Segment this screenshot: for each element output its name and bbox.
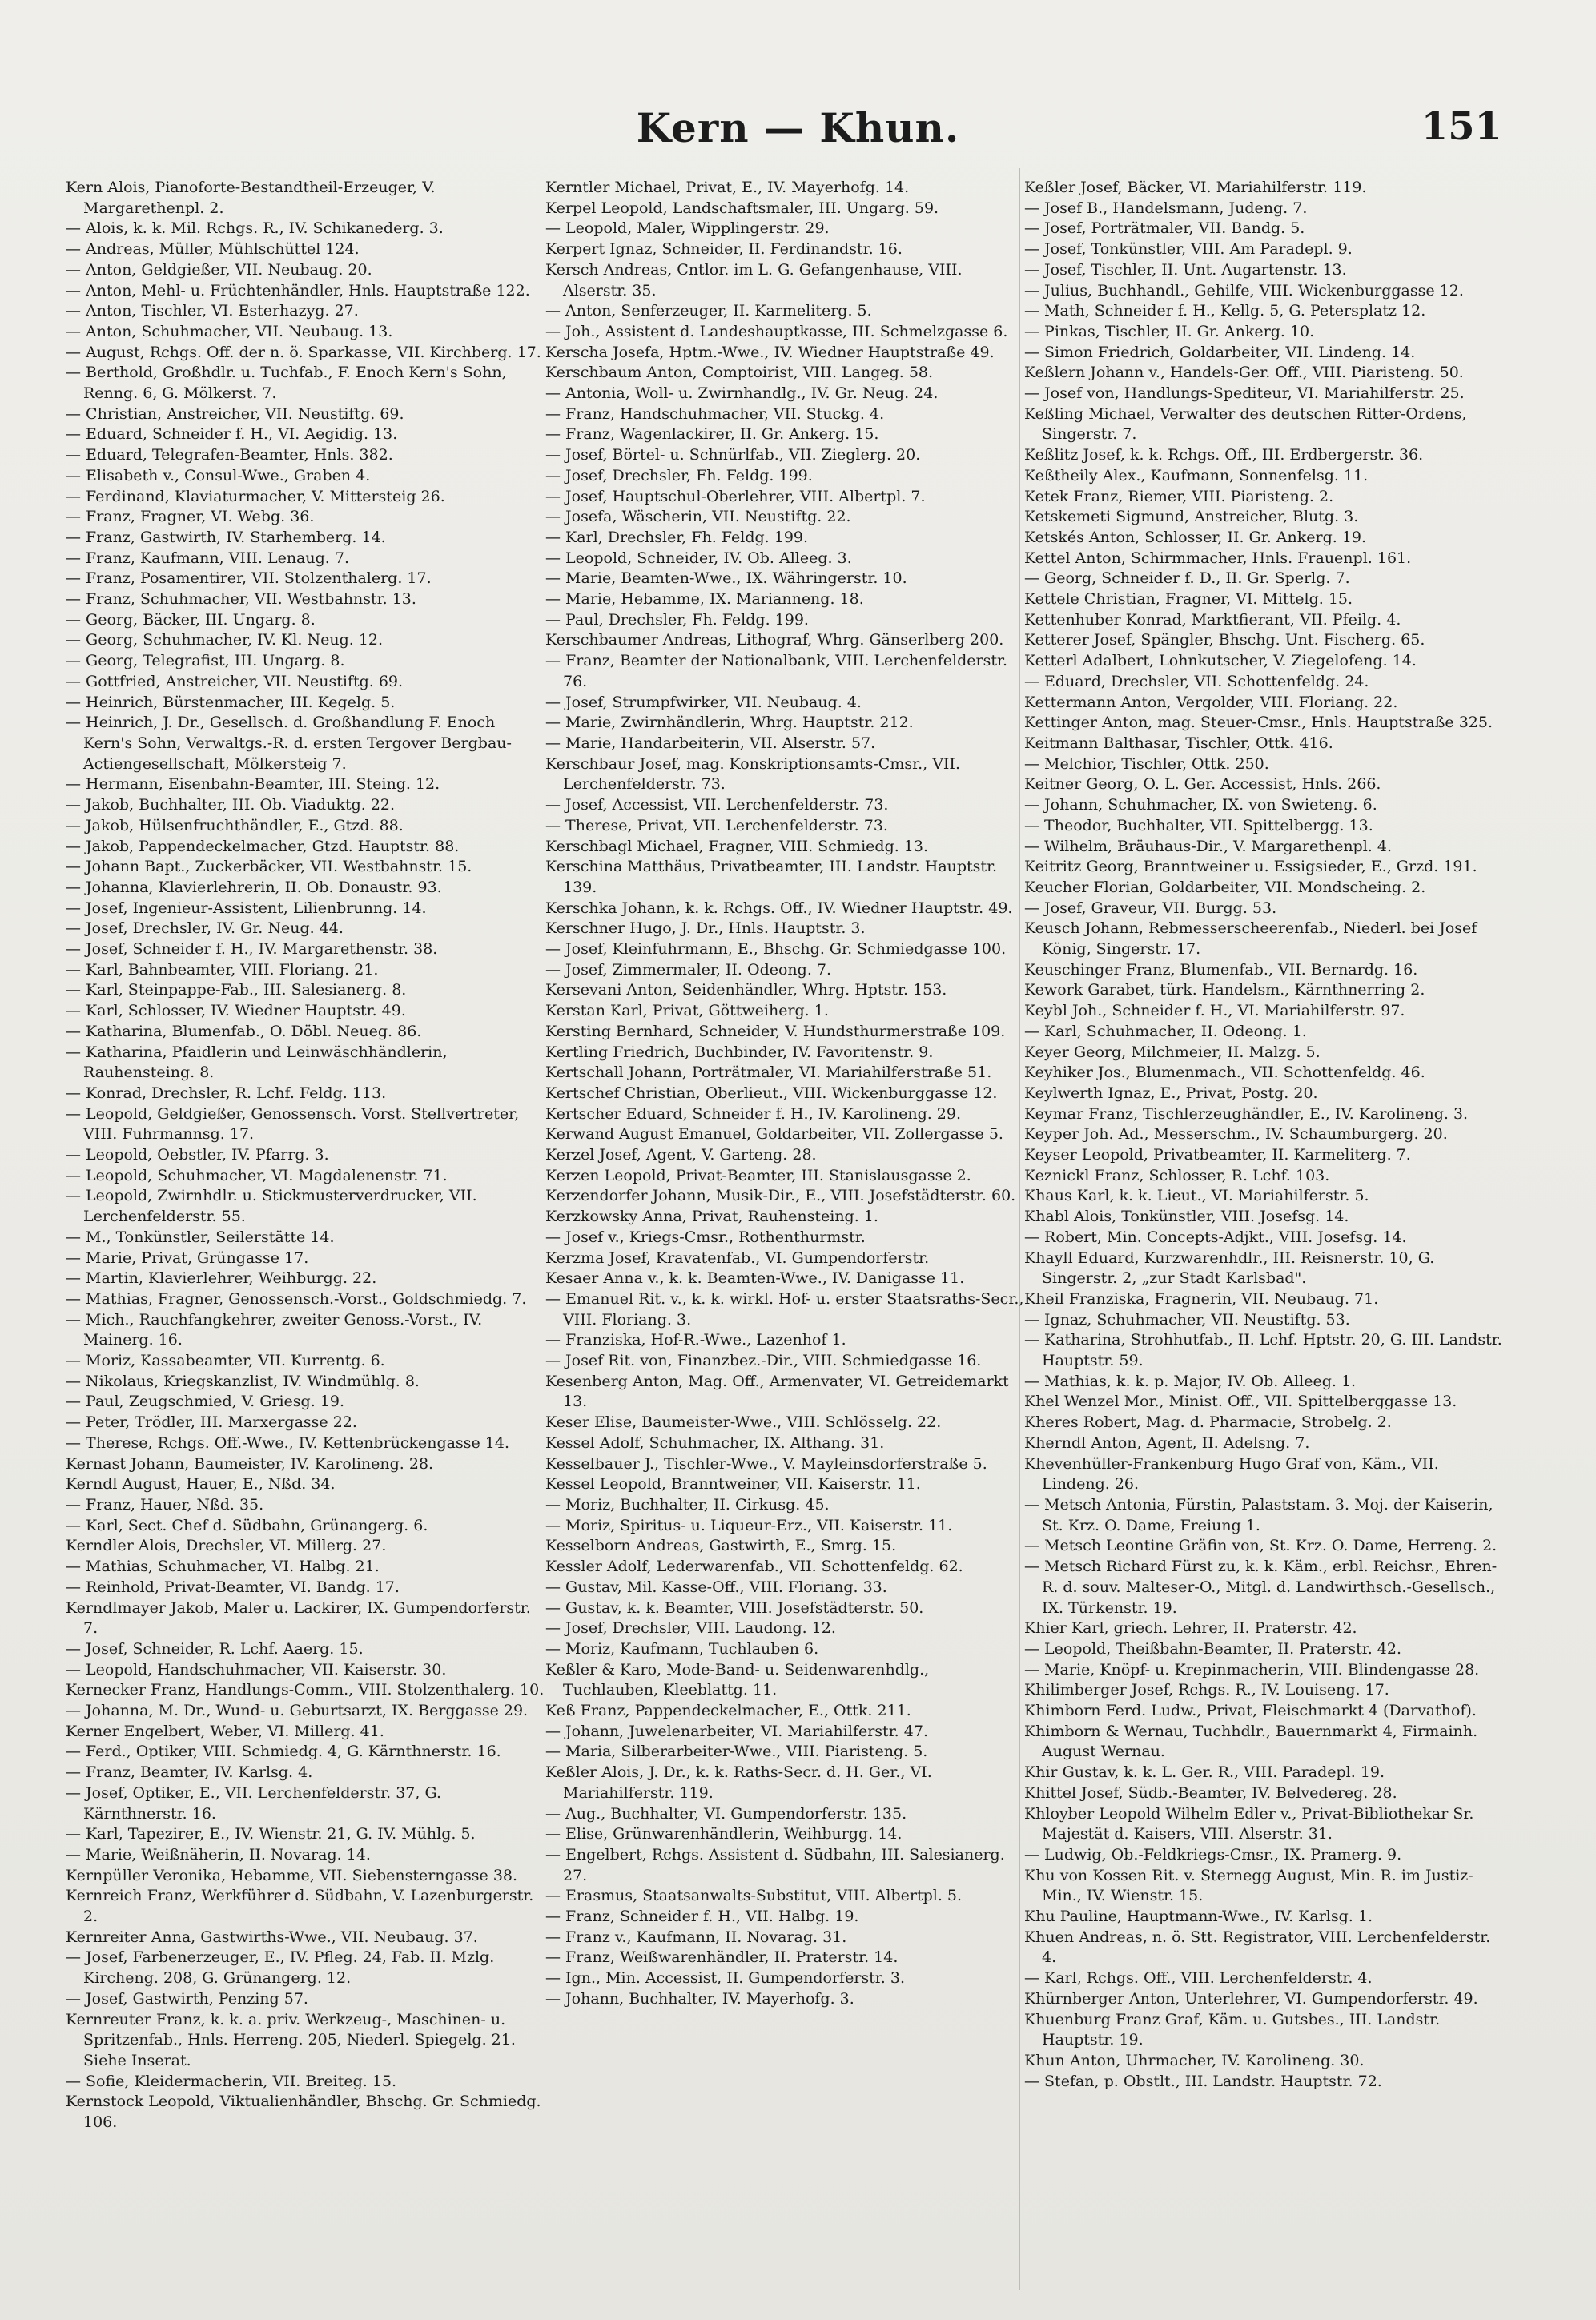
directory-entry: Kerschbagl Michael, Fragner, VIII. Schmiedg. 13. bbox=[545, 837, 929, 855]
directory-entry: Ketterer Josef, Spängler, Bhschg. Unt. Fischerg. 65. bbox=[1024, 631, 1425, 649]
directory-entry: Kernecker Franz, Handlungs-Comm., VIII. Stolzenthalerg. 10. bbox=[66, 1681, 545, 1699]
directory-entry: Kerzkowsky Anna, Privat, Rauhensteing. 1. bbox=[545, 1208, 878, 1226]
directory-entry: — Moriz, Spiritus- u. Liqueur-Erz., VII. Kaiserstr. 11. bbox=[545, 1516, 953, 1534]
directory-entry: — Johanna, M. Dr., Wund- u. Geburtsarzt, IX. Berggasse 29. bbox=[66, 1702, 529, 1720]
directory-entry: — Ludwig, Ob.-Feldkriegs-Cmsr., IX. Pramerg. 9. bbox=[1024, 1845, 1402, 1864]
directory-entry: — Moriz, Kaufmann, Tuchlauben 6. bbox=[545, 1639, 819, 1658]
directory-entry: Khilimberger Josef, Rchgs. R., IV. Louiseng. 17. bbox=[1024, 1681, 1389, 1699]
directory-entry: — Ign., Min. Accessist, II. Gumpendorferstr. 3. bbox=[545, 1969, 905, 1988]
directory-entry: — Elise, Grünwarenhändlerin, Weihburgg. 14. bbox=[545, 1825, 903, 1844]
directory-entry: — Josef, Drechsler, VIII. Laudong. 12. bbox=[545, 1619, 836, 1638]
directory-entry: Khuenburg Franz Graf, Käm. u. Gutsbes., III. Landstr. Hauptstr. 19. bbox=[1024, 2010, 1441, 2049]
directory-entry: Kework Garabet, türk. Handelsm., Kärnthnerring 2. bbox=[1024, 981, 1425, 999]
directory-entry: Kerzen Leopold, Privat-Beamter, III. Stanislausgasse 2. bbox=[545, 1166, 971, 1184]
directory-entry: Kettele Christian, Fragner, VI. Mittelg. 15. bbox=[1024, 590, 1353, 609]
directory-entry: Keusch Johann, Rebmesserscheerenfab., Niederl. bei Josef König, Singerstr. 17. bbox=[1024, 919, 1477, 959]
directory-entry: — Leopold, Zwirnhdlr. u. Stickmusterverdrucker, VII. Lerchenfelderstr. 55. bbox=[66, 1187, 477, 1226]
directory-entry: Kerntler Michael, Privat, E., IV. Mayerhofg. 14. bbox=[545, 179, 910, 196]
column-left bbox=[66, 178, 546, 2133]
directory-entry: Kesaer Anna v., k. k. Beamten-Wwe., IV. Danigasse 11. bbox=[545, 1269, 965, 1288]
directory-entry: — Karl, Tapezirer, E., IV. Wienstr. 21, G. IV. Mühlg. 5. bbox=[66, 1825, 476, 1844]
directory-entry: Kernstock Leopold, Viktualienhändler, Bhschg. Gr. Schmiedg. 106. bbox=[66, 2093, 541, 2132]
directory-entry: Kessel Adolf, Schuhmacher, IX. Althang. 31. bbox=[545, 1433, 885, 1452]
directory-entry: — Johanna, Klavierlehrerin, II. Ob. Donaustr. 93. bbox=[66, 878, 442, 896]
directory-entry: — Gottfried, Anstreicher, VII. Neustiftg. 69. bbox=[66, 672, 404, 690]
directory-entry: — Pinkas, Tischler, II. Gr. Ankerg. 10. bbox=[1024, 322, 1315, 340]
directory-entry: Kersevani Anton, Seidenhändler, Whrg. Hptstr. 153. bbox=[545, 981, 947, 999]
directory-entry: Keymar Franz, Tischlerzeughändler, E., IV. Karolineng. 3. bbox=[1024, 1104, 1469, 1123]
directory-entry: — Karl, Bahnbeamter, VIII. Floriang. 21. bbox=[66, 960, 379, 979]
directory-entry: Khun Anton, Uhrmacher, IV. Karolineng. 30. bbox=[1024, 2051, 1365, 2069]
directory-entry: Kessler Adolf, Lederwarenfab., VII. Schottenfeldg. 62. bbox=[545, 1558, 963, 1576]
directory-entry: — Josef, Ingenieur-Assistent, Lilienbrunng. 14. bbox=[66, 899, 427, 917]
directory-entry: — Georg, Schneider f. D., II. Gr. Sperlg. 7. bbox=[1024, 569, 1350, 588]
directory-entry: — Josef, Drechsler, Fh. Feldg. 199. bbox=[545, 466, 813, 485]
directory-entry: — Franziska, Hof-R.-Wwe., Lazenhof 1. bbox=[545, 1331, 846, 1349]
directory-entry: — Johann, Juwelenarbeiter, VI. Mariahilferstr. 47. bbox=[545, 1722, 928, 1740]
directory-entry: — Ignaz, Schuhmacher, VII. Neustiftg. 53. bbox=[1024, 1310, 1350, 1329]
directory-entry: — Gustav, k. k. Beamter, VIII. Josefstädterstr. 50. bbox=[545, 1598, 924, 1617]
directory-entry: — Anton, Senferzeuger, II. Karmeliterg. 5. bbox=[545, 302, 872, 320]
directory-entry: — Leopold, Theißbahn-Beamter, II. Praterstr. 42. bbox=[1024, 1639, 1401, 1658]
directory-entry: — Ferd., Optiker, VIII. Schmiedg. 4, G. Kärnthnerstr. 16. bbox=[66, 1743, 501, 1761]
directory-entry: — Franz, Weißwarenhändler, II. Praterstr. 14. bbox=[545, 1948, 899, 1967]
directory-entry: — Christian, Anstreicher, VII. Neustiftg. 69. bbox=[66, 404, 404, 423]
directory-entry: Kessel Leopold, Branntweiner, VII. Kaiserstr. 11. bbox=[545, 1475, 921, 1494]
directory-entry: — Martin, Klavierlehrer, Weihburgg. 22. bbox=[66, 1269, 377, 1288]
directory-entry: — Josef, Porträtmaler, VII. Bandg. 5. bbox=[1024, 219, 1305, 238]
directory-entry: — Franz, Fragner, VI. Webg. 36. bbox=[66, 508, 315, 526]
directory-entry: Kheil Franziska, Fragnerin, VII. Neubaug. 71. bbox=[1024, 1289, 1379, 1308]
directory-entry: Kertschall Johann, Porträtmaler, VI. Mariahilferstraße 51. bbox=[545, 1064, 992, 1082]
directory-entry: Kettinger Anton, mag. Steuer-Cmsr., Hnls. Hauptstraße 325. bbox=[1024, 714, 1493, 732]
directory-entry: — Johann, Buchhalter, IV. Mayerhofg. 3. bbox=[545, 1989, 854, 2008]
directory-entry: Kersch Andreas, Cntlor. im L. G. Gefangenhause, VIII. Alserstr. 35. bbox=[545, 260, 963, 300]
directory-entry: Khevenhüller-Frankenburg Hugo Graf von, Käm., VII. Lindeng. 26. bbox=[1024, 1454, 1439, 1494]
directory-entry: Kerzendorfer Johann, Musik-Dir., E., VIII. Josefstädterstr. 60. bbox=[545, 1187, 1016, 1205]
directory-entry: — Therese, Rchgs. Off.-Wwe., IV. Kettenbrückengasse 14. bbox=[66, 1433, 510, 1452]
column-middle bbox=[545, 178, 1026, 2010]
directory-entry: — Heinrich, J. Dr., Gesellsch. d. Großhandlung F. Enoch Kern's Sohn, Verwaltgs.-R. d. ersten Tergover Bergbau-Actiengesellschaft, Mölkersteig 7. bbox=[66, 714, 512, 773]
directory-entry: — Marie, Privat, Grüngasse 17. bbox=[66, 1248, 309, 1267]
directory-entry: — Josef, Tischler, II. Unt. Augartenstr. 13. bbox=[1024, 260, 1347, 279]
directory-entry: Khaus Karl, k. k. Lieut., VI. Mariahilferstr. 5. bbox=[1024, 1187, 1369, 1205]
directory-entry: — Hermann, Eisenbahn-Beamter, III. Steing. 12. bbox=[66, 775, 440, 794]
directory-entry: — Josef, Accessist, VII. Lerchenfelderstr. 73. bbox=[545, 796, 889, 814]
directory-entry: Keznickl Franz, Schlosser, R. Lchf. 103. bbox=[1024, 1166, 1330, 1184]
directory-entry: — Karl, Rchgs. Off., VIII. Lerchenfelderstr. 4. bbox=[1024, 1969, 1373, 1988]
directory-entry: — Josef, Kleinfuhrmann, E., Bhschg. Gr. Schmiedgasse 100. bbox=[545, 940, 1007, 959]
directory-entry: Keyser Leopold, Privatbeamter, II. Karmeliterg. 7. bbox=[1024, 1146, 1411, 1164]
directory-entry: Keser Elise, Baumeister-Wwe., VIII. Schlösselg. 22. bbox=[545, 1413, 942, 1432]
directory-entry: — Katharina, Pfaidlerin und Leinwäschhändlerin, Rauhensteing. 8. bbox=[66, 1043, 448, 1082]
directory-entry: — Josef B., Handelsmann, Judeng. 7. bbox=[1024, 199, 1308, 217]
directory-entry: — Ferdinand, Klaviaturmacher, V. Mittersteig 26. bbox=[66, 487, 445, 505]
directory-entry: Keßler Alois, J. Dr., k. k. Raths-Secr. d. H. Ger., VI. Mariahilferstr. 119. bbox=[545, 1763, 932, 1802]
directory-entry: Keylwerth Ignaz, E., Privat, Postg. 20. bbox=[1024, 1084, 1318, 1102]
directory-entry: Keßtheily Alex., Kaufmann, Sonnenfelsg. 11. bbox=[1024, 466, 1369, 485]
directory-entry: — Stefan, p. Obstlt., III. Landstr. Hauptstr. 72. bbox=[1024, 2072, 1382, 2090]
directory-entry: Khu Pauline, Hauptmann-Wwe., IV. Karlsg. 1. bbox=[1024, 1908, 1373, 1926]
directory-entry: — Leopold, Geldgießer, Genossensch. Vorst. Stellvertreter, VIII. Fuhrmannsg. 17. bbox=[66, 1104, 520, 1144]
directory-entry: — Leopold, Maler, Wipplingerstr. 29. bbox=[545, 219, 830, 238]
directory-entry: — Maria, Silberarbeiter-Wwe., VIII. Piaristeng. 5. bbox=[545, 1743, 928, 1761]
directory-entry: Kesselborn Andreas, Gastwirth, E., Smrg. 15. bbox=[545, 1537, 897, 1555]
directory-entry: — Robert, Min. Concepts-Adjkt., VIII. Josefsg. 14. bbox=[1024, 1228, 1407, 1246]
directory-entry: Keitner Georg, O. L. Ger. Accessist, Hnls. 266. bbox=[1024, 775, 1381, 794]
directory-entry: — Marie, Weißnäherin, II. Novarag. 14. bbox=[66, 1845, 371, 1864]
directory-entry: — Eduard, Schneider f. H., VI. Aegidig. 13. bbox=[66, 425, 398, 444]
directory-entry: — Leopold, Oebstler, IV. Pfarrg. 3. bbox=[66, 1146, 329, 1164]
directory-entry: Kerwand August Emanuel, Goldarbeiter, VII. Zollergasse 5. bbox=[545, 1125, 1003, 1144]
directory-entry: — Josef, Schneider f. H., IV. Margarethenstr. 38. bbox=[66, 940, 438, 959]
directory-entry: Kern Alois, Pianoforte-Bestandtheil-Erzeuger, V. Margarethenpl. 2. bbox=[66, 179, 436, 217]
directory-entry: Khuen Andreas, n. ö. Stt. Registrator, VIII. Lerchenfelderstr. 4. bbox=[1024, 1928, 1491, 1967]
directory-entry: Keyhiker Jos., Blumenmach., VII. Schottenfeldg. 46. bbox=[1024, 1064, 1425, 1082]
directory-entry: — Marie, Zwirnhändlerin, Whrg. Hauptstr. 212. bbox=[545, 714, 914, 732]
directory-entry: — Peter, Trödler, III. Marxergasse 22. bbox=[66, 1413, 357, 1432]
directory-entry: — Emanuel Rit. v., k. k. wirkl. Hof- u. erster Staatsraths-Secr., VIII. Floriang. 3. bbox=[545, 1289, 1024, 1329]
directory-entry: Kettermann Anton, Vergolder, VIII. Floriang. 22. bbox=[1024, 693, 1398, 711]
directory-entry: Keßling Michael, Verwalter des deutschen Ritter-Ordens, Singerstr. 7. bbox=[1024, 404, 1467, 444]
directory-entry: — Josef, Zimmermaler, II. Odeong. 7. bbox=[545, 960, 832, 979]
directory-entry: — Simon Friedrich, Goldarbeiter, VII. Lindeng. 14. bbox=[1024, 343, 1416, 361]
directory-entry: Kettel Anton, Schirmmacher, Hnls. Frauenpl. 161. bbox=[1024, 549, 1412, 567]
directory-entry: — Katharina, Blumenfab., O. Döbl. Neueg. 86. bbox=[66, 1022, 422, 1040]
directory-entry: Khir Gustav, k. k. L. Ger. R., VIII. Paradepl. 19. bbox=[1024, 1763, 1385, 1782]
directory-entry: Kerner Engelbert, Weber, VI. Millerg. 41. bbox=[66, 1722, 384, 1740]
directory-entry: — Marie, Hebamme, IX. Marianneng. 18. bbox=[545, 590, 864, 609]
directory-entry: — Metsch Richard Fürst zu, k. k. Käm., erbl. Reichsr., Ehren-R. d. souv. Malteser-O., Mitgl. d. Landwirthsch.-Gesellsch., IX. Türkenstr. 19. bbox=[1024, 1558, 1498, 1617]
directory-entry: — Mich., Rauchfangkehrer, zweiter Genoss.-Vorst., IV. Mainerg. 16. bbox=[66, 1310, 483, 1349]
directory-entry: Keucher Florian, Goldarbeiter, VII. Mondscheing. 2. bbox=[1024, 878, 1426, 896]
directory-entry: Kerpert Ignaz, Schneider, II. Ferdinandstr. 16. bbox=[545, 240, 903, 259]
directory-entry: Kerndlmayer Jakob, Maler u. Lackirer, IX. Gumpendorferstr. 7. bbox=[66, 1598, 531, 1638]
directory-entry: — Josef, Graveur, VII. Burgg. 53. bbox=[1024, 899, 1277, 917]
directory-entry: — Franz, Posamentirer, VII. Stolzenthalerg. 17. bbox=[66, 569, 432, 588]
directory-entry: — Josef v., Kriegs-Cmsr., Rothenthurmstr. bbox=[545, 1228, 866, 1246]
directory-entry: — Jakob, Hülsenfruchthändler, E., Gtzd. 88. bbox=[66, 816, 404, 834]
directory-entry: — Franz, Wagenlackirer, II. Gr. Ankerg. 15. bbox=[545, 425, 879, 444]
directory-entry: Kertscher Eduard, Schneider f. H., IV. Karolineng. 29. bbox=[545, 1104, 962, 1123]
directory-entry: Kerndl August, Hauer, E., Nßd. 34. bbox=[66, 1475, 336, 1494]
directory-entry: — Math, Schneider f. H., Kellg. 5, G. Petersplatz 12. bbox=[1024, 302, 1426, 320]
directory-entry: Khayll Eduard, Kurzwarenhdlr., III. Reisnerstr. 10, G. Singerstr. 2, „zur Stadt Karlsbad". bbox=[1024, 1248, 1435, 1288]
directory-entry: — Johann Bapt., Zuckerbäcker, VII. Westbahnstr. 15. bbox=[66, 858, 472, 876]
directory-entry: — Metsch Leontine Gräfin von, St. Krz. O. Dame, Herreng. 2. bbox=[1024, 1537, 1498, 1555]
directory-entry: — Franz, Hauer, Nßd. 35. bbox=[66, 1496, 264, 1514]
directory-entry: — Melchior, Tischler, Ottk. 250. bbox=[1024, 754, 1269, 773]
directory-entry: — Gustav, Mil. Kasse-Off., VIII. Floriang. 33. bbox=[545, 1578, 887, 1596]
directory-entry: — Karl, Schuhmacher, II. Odeong. 1. bbox=[1024, 1022, 1307, 1040]
directory-entry: — Franz, Schuhmacher, VII. Westbahnstr. 13. bbox=[66, 590, 416, 609]
directory-entry: — Paul, Drechsler, Fh. Feldg. 199. bbox=[545, 610, 809, 629]
directory-entry: Keßlitz Josef, k. k. Rchgs. Off., III. Erdbergerstr. 36. bbox=[1024, 446, 1424, 464]
directory-entry: — Berthold, Großhdlr. u. Tuchfab., F. Enoch Kern's Sohn, Renng. 6, G. Mölkerst. 7. bbox=[66, 364, 507, 403]
directory-entry: — Metsch Antonia, Fürstin, Palaststam. 3. Moj. der Kaiserin, St. Krz. O. Dame, Freiung 1. bbox=[1024, 1496, 1493, 1534]
directory-entry: Keßlern Johann v., Handels-Ger. Off., VIII. Piaristeng. 50. bbox=[1024, 364, 1464, 382]
directory-entry: — Aug., Buchhalter, VI. Gumpendorferstr. 135. bbox=[545, 1804, 907, 1823]
directory-entry: Khittel Josef, Südb.-Beamter, IV. Belvedereg. 28. bbox=[1024, 1783, 1397, 1802]
directory-entry: Kerschner Hugo, J. Dr., Hnls. Hauptstr. 3. bbox=[545, 919, 866, 938]
directory-entry: Khimborn & Wernau, Tuchhdlr., Bauernmarkt 4, Firmainh. August Wernau. bbox=[1024, 1722, 1478, 1761]
directory-entry: — Georg, Telegrafist, III. Ungarg. 8. bbox=[66, 652, 345, 670]
directory-entry: — Moriz, Kassabeamter, VII. Kurrentg. 6. bbox=[66, 1352, 385, 1370]
directory-entry: Kerschbaur Josef, mag. Konskriptionsamts-Cmsr., VII. Lerchenfelderstr. 73. bbox=[545, 754, 960, 794]
directory-entry: Kersting Bernhard, Schneider, V. Hundsthurmerstraße 109. bbox=[545, 1022, 1006, 1040]
directory-entry: Kertschef Christian, Oberlieut., VIII. Wickenburggasse 12. bbox=[545, 1084, 998, 1102]
directory-entry: Khier Karl, griech. Lehrer, II. Praterstr. 42. bbox=[1024, 1619, 1357, 1638]
page-number: 151 bbox=[1421, 104, 1502, 149]
directory-entry: Ketek Franz, Riemer, VIII. Piaristeng. 2. bbox=[1024, 487, 1334, 505]
directory-entry: Kerschka Johann, k. k. Rchgs. Off., IV. Wiedner Hauptstr. 49. bbox=[545, 899, 1013, 917]
directory-entry: — Paul, Zeugschmied, V. Griesg. 19. bbox=[66, 1393, 345, 1411]
directory-entry: — Anton, Geldgießer, VII. Neubaug. 20. bbox=[66, 260, 372, 279]
directory-entry: Khloyber Leopold Wilhelm Edler v., Privat-Bibliothekar Sr. Majestät d. Kaisers, VIII. Alserstr. 31. bbox=[1024, 1804, 1474, 1844]
directory-entry: Ketskemeti Sigmund, Anstreicher, Blutg. 3. bbox=[1024, 508, 1359, 526]
directory-entry: — Marie, Knöpf- u. Krepinmacherin, VIII. Blindengasse 28. bbox=[1024, 1660, 1480, 1679]
directory-entry: — Erasmus, Staatsanwalts-Substitut, VIII. Albertpl. 5. bbox=[545, 1887, 963, 1905]
directory-entry: — Josef, Börtel- u. Schnürlfab., VII. Zieglerg. 20. bbox=[545, 446, 921, 464]
directory-entry: — Antonia, Woll- u. Zwirnhandlg., IV. Gr. Neug. 24. bbox=[545, 384, 939, 403]
directory-entry: — Franz, Kaufmann, VIII. Lenaug. 7. bbox=[66, 549, 349, 567]
directory-entry: Ketterl Adalbert, Lohnkutscher, V. Ziegelofeng. 14. bbox=[1024, 652, 1417, 670]
directory-entry: Kerschbaumer Andreas, Lithograf, Whrg. Gänserlberg 200. bbox=[545, 631, 1004, 649]
directory-entry: — Franz, Gastwirth, IV. Starhemberg. 14. bbox=[66, 528, 386, 546]
page-title: Kern — Khun. bbox=[636, 104, 960, 151]
directory-entry: — Jakob, Buchhalter, III. Ob. Viaduktg. 22. bbox=[66, 796, 396, 814]
directory-entry: Kerstan Karl, Privat, Göttweiherg. 1. bbox=[545, 1002, 829, 1020]
directory-entry: — Joh., Assistent d. Landeshauptkasse, III. Schmelzgasse 6. bbox=[545, 322, 1008, 340]
directory-entry: — Heinrich, Bürstenmacher, III. Kegelg. 5. bbox=[66, 693, 396, 711]
directory-entry: — Josef, Tonkünstler, VIII. Am Paradepl. 9. bbox=[1024, 240, 1353, 259]
directory-entry: — Nikolaus, Kriegskanzlist, IV. Windmühlg. 8. bbox=[66, 1372, 420, 1390]
directory-entry: Keyer Georg, Milchmeier, II. Malzg. 5. bbox=[1024, 1043, 1321, 1061]
directory-entry: — Franz v., Kaufmann, II. Novarag. 31. bbox=[545, 1928, 847, 1946]
directory-entry: — Reinhold, Privat-Beamter, VI. Bandg. 17. bbox=[66, 1578, 400, 1596]
directory-entry: — Marie, Handarbeiterin, VII. Alserstr. 57. bbox=[545, 734, 876, 752]
directory-entry: — Karl, Sect. Chef d. Südbahn, Grünangerg. 6. bbox=[66, 1516, 428, 1534]
directory-entry: Kheres Robert, Mag. d. Pharmacie, Strobelg. 2. bbox=[1024, 1413, 1392, 1432]
directory-entry: — Therese, Privat, VII. Lerchenfelderstr. 73. bbox=[545, 816, 888, 834]
directory-entry: Khabl Alois, Tonkünstler, VIII. Josefsg. 14. bbox=[1024, 1208, 1349, 1226]
directory-entry: Keitritz Georg, Branntweiner u. Essigsieder, E., Grzd. 191. bbox=[1024, 858, 1477, 876]
directory-entry: — Engelbert, Rchgs. Assistent d. Südbahn, III. Salesianerg. 27. bbox=[545, 1845, 1005, 1884]
directory-entry: — Marie, Beamten-Wwe., IX. Währingerstr. 10. bbox=[545, 569, 907, 588]
directory-entry: — Leopold, Handschuhmacher, VII. Kaiserstr. 30. bbox=[66, 1660, 447, 1679]
directory-entry: Kernreiter Anna, Gastwirths-Wwe., VII. Neubaug. 37. bbox=[66, 1928, 478, 1946]
directory-entry: — Franz, Beamter, IV. Karlsg. 4. bbox=[66, 1763, 313, 1782]
directory-entry: — M., Tonkünstler, Seilerstätte 14. bbox=[66, 1228, 335, 1246]
directory-entry: — Anton, Tischler, VI. Esterhazyg. 27. bbox=[66, 302, 359, 320]
directory-entry: Kettenhuber Konrad, Marktfierant, VII. Pfeilg. 4. bbox=[1024, 610, 1401, 629]
directory-entry: Kerndler Alois, Drechsler, VI. Millerg. 27. bbox=[66, 1537, 387, 1555]
directory-entry: Khu von Kossen Rit. v. Sternegg August, Min. R. im Justiz-Min., IV. Wienstr. 15. bbox=[1024, 1866, 1473, 1905]
directory-entry: — Mathias, k. k. p. Major, IV. Ob. Alleeg. 1. bbox=[1024, 1372, 1357, 1390]
directory-entry: — Andreas, Müller, Mühlschüttel 124. bbox=[66, 240, 360, 259]
directory-entry: Kernast Johann, Baumeister, IV. Karolineng. 28. bbox=[66, 1454, 434, 1473]
directory-entry: — Jakob, Pappendeckelmacher, Gtzd. Hauptstr. 88. bbox=[66, 837, 460, 855]
directory-entry: Kesselbauer J., Tischler-Wwe., V. Mayleinsdorferstraße 5. bbox=[545, 1454, 987, 1473]
directory-entry: — Georg, Bäcker, III. Ungarg. 8. bbox=[66, 610, 316, 629]
directory-entry: — Moriz, Buchhalter, II. Cirkusg. 45. bbox=[545, 1496, 830, 1514]
column-right bbox=[1024, 178, 1505, 2092]
directory-entry: — Franz, Beamter der Nationalbank, VIII. Lerchenfelderstr. 76. bbox=[545, 652, 1007, 690]
directory-entry: — Konrad, Drechsler, R. Lchf. Feldg. 113. bbox=[66, 1084, 387, 1102]
directory-entry: Khel Wenzel Mor., Minist. Off., VII. Spittelberggasse 13. bbox=[1024, 1393, 1457, 1411]
directory-entry: — Josef, Strumpfwirker, VII. Neubaug. 4. bbox=[545, 693, 862, 711]
directory-entry: Khimborn Ferd. Ludw., Privat, Fleischmarkt 4 (Darvathof). bbox=[1024, 1702, 1477, 1720]
directory-entry: Kerschina Matthäus, Privatbeamter, III. Landstr. Hauptstr. 139. bbox=[545, 858, 998, 896]
directory-entry: — Wilhelm, Bräuhaus-Dir., V. Margarethenpl. 4. bbox=[1024, 837, 1393, 855]
directory-entry: — Sofie, Kleidermacherin, VII. Breiteg. 15. bbox=[66, 2072, 397, 2090]
directory-entry: — Eduard, Telegrafen-Beamter, Hnls. 382. bbox=[66, 446, 393, 464]
page-header bbox=[0, 94, 1596, 151]
directory-entry: — Anton, Schuhmacher, VII. Neubaug. 13. bbox=[66, 322, 393, 340]
directory-entry: — Johann, Schuhmacher, IX. von Swieteng. 6. bbox=[1024, 796, 1377, 814]
directory-entry: — Katharina, Strohhutfab., II. Lchf. Hptstr. 20, G. III. Landstr. Hauptstr. 59. bbox=[1024, 1331, 1502, 1370]
directory-entry: Keßler & Karo, Mode-Band- u. Seidenwarenhdlg., Tuchlauben, Kleeblattg. 11. bbox=[545, 1660, 930, 1699]
directory-entry: — Josef, Drechsler, IV. Gr. Neug. 44. bbox=[66, 919, 344, 938]
directory-entry: — Franz, Schneider f. H., VII. Halbg. 19. bbox=[545, 1908, 859, 1926]
directory-entry: — Josef, Hauptschul-Oberlehrer, VIII. Albertpl. 7. bbox=[545, 487, 926, 505]
directory-entry: Keuschinger Franz, Blumenfab., VII. Bernardg. 16. bbox=[1024, 960, 1418, 979]
directory-entry: Keitmann Balthasar, Tischler, Ottk. 416. bbox=[1024, 734, 1333, 752]
directory-entry: — Josefa, Wäscherin, VII. Neustiftg. 22. bbox=[545, 508, 851, 526]
directory-entry: Kerzma Josef, Kravatenfab., VI. Gumpendorferstr. bbox=[545, 1248, 930, 1267]
directory-entry: — Eduard, Drechsler, VII. Schottenfeldg. 24. bbox=[1024, 672, 1369, 690]
directory-entry: Kertling Friedrich, Buchbinder, IV. Favoritenstr. 9. bbox=[545, 1043, 934, 1061]
directory-entry: — Josef Rit. von, Finanzbez.-Dir., VIII. Schmiedgasse 16. bbox=[545, 1352, 982, 1370]
directory-entry: Keß Franz, Pappendeckelmacher, E., Ottk. 211. bbox=[545, 1702, 911, 1720]
directory-entry: — Leopold, Schuhmacher, VI. Magdalenenstr. 71. bbox=[66, 1166, 448, 1184]
directory-entry: — Josef, Schneider, R. Lchf. Aaerg. 15. bbox=[66, 1639, 364, 1658]
directory-entry: Keybl Joh., Schneider f. H., VI. Mariahilferstr. 97. bbox=[1024, 1002, 1405, 1020]
directory-entry: — Alois, k. k. Mil. Rchgs. R., IV. Schikanederg. 3. bbox=[66, 219, 444, 238]
directory-entry: — August, Rchgs. Off. der n. ö. Sparkasse, VII. Kirchberg. 17. bbox=[66, 343, 541, 361]
directory-entry: Kerschbaum Anton, Comptoirist, VIII. Langeg. 58. bbox=[545, 364, 934, 382]
directory-entry: — Leopold, Schneider, IV. Ob. Alleeg. 3. bbox=[545, 549, 852, 567]
directory-entry: — Josef, Gastwirth, Penzing 57. bbox=[66, 1989, 308, 2008]
directory-entry: Kerpel Leopold, Landschaftsmaler, III. Ungarg. 59. bbox=[545, 199, 939, 217]
directory-entry: — Theodor, Buchhalter, VII. Spittelbergg. 13. bbox=[1024, 816, 1373, 834]
directory-entry: Keyper Joh. Ad., Messerschm., IV. Schaumburgerg. 20. bbox=[1024, 1125, 1448, 1144]
directory-entry: — Franz, Handschuhmacher, VII. Stuckg. 4. bbox=[545, 404, 885, 423]
directory-entry: Ketskés Anton, Schlosser, II. Gr. Ankerg. 19. bbox=[1024, 528, 1367, 546]
directory-entry: Kesenberg Anton, Mag. Off., Armenvater, VI. Getreidemarkt 13. bbox=[545, 1372, 1009, 1411]
directory-entry: Kernreuter Franz, k. k. a. priv. Werkzeug-, Maschinen- u. Spritzenfab., Hnls. Herreng. 205, Niederl. Spiegelg. 21. Siehe Inserat. bbox=[66, 2010, 516, 2069]
directory-entry: — Karl, Steinpappe-Fab., III. Salesianerg. 8. bbox=[66, 981, 407, 999]
directory-entry: Kernpüller Veronika, Hebamme, VII. Siebensterngasse 38. bbox=[66, 1866, 518, 1884]
directory-entry: Kerscha Josefa, Hptm.-Wwe., IV. Wiedner Hauptstraße 49. bbox=[545, 343, 995, 361]
directory-entry: Kerzel Josef, Agent, V. Garteng. 28. bbox=[545, 1146, 817, 1164]
directory-entry: Keßler Josef, Bäcker, VI. Mariahilferstr. 119. bbox=[1024, 179, 1367, 196]
directory-entry: — Anton, Mehl- u. Früchtenhändler, Hnls. Hauptstraße 122. bbox=[66, 281, 530, 300]
directory-entry: Kherndl Anton, Agent, II. Adelsng. 7. bbox=[1024, 1433, 1310, 1452]
directory-entry: — Karl, Drechsler, Fh. Feldg. 199. bbox=[545, 528, 809, 546]
directory-entry: Kernreich Franz, Werkführer d. Südbahn, V. Lazenburgerstr. 2. bbox=[66, 1887, 534, 1926]
directory-entry: — Josef, Farbenerzeuger, E., IV. Pfleg. 24, Fab. II. Mzlg. Kircheng. 208, G. Grünangerg. 12. bbox=[66, 1948, 495, 1988]
directory-entry: — Julius, Buchhandl., Gehilfe, VIII. Wickenburggasse 12. bbox=[1024, 281, 1464, 300]
directory-entry: — Georg, Schuhmacher, IV. Kl. Neug. 12. bbox=[66, 631, 384, 649]
directory-entry: — Josef von, Handlungs-Spediteur, VI. Mariahilferstr. 25. bbox=[1024, 384, 1465, 403]
directory-entry: Khürnberger Anton, Unterlehrer, VI. Gumpendorferstr. 49. bbox=[1024, 1989, 1478, 2008]
directory-entry: — Josef, Optiker, E., VII. Lerchenfelderstr. 37, G. Kärnthnerstr. 16. bbox=[66, 1783, 442, 1823]
directory-entry: — Karl, Schlosser, IV. Wiedner Hauptstr. 49. bbox=[66, 1002, 406, 1020]
directory-entry: — Elisabeth v., Consul-Wwe., Graben 4. bbox=[66, 466, 371, 485]
directory-entry: — Mathias, Fragner, Genossensch.-Vorst., Goldschmiedg. 7. bbox=[66, 1289, 527, 1308]
directory-entry: — Mathias, Schuhmacher, VI. Halbg. 21. bbox=[66, 1558, 380, 1576]
